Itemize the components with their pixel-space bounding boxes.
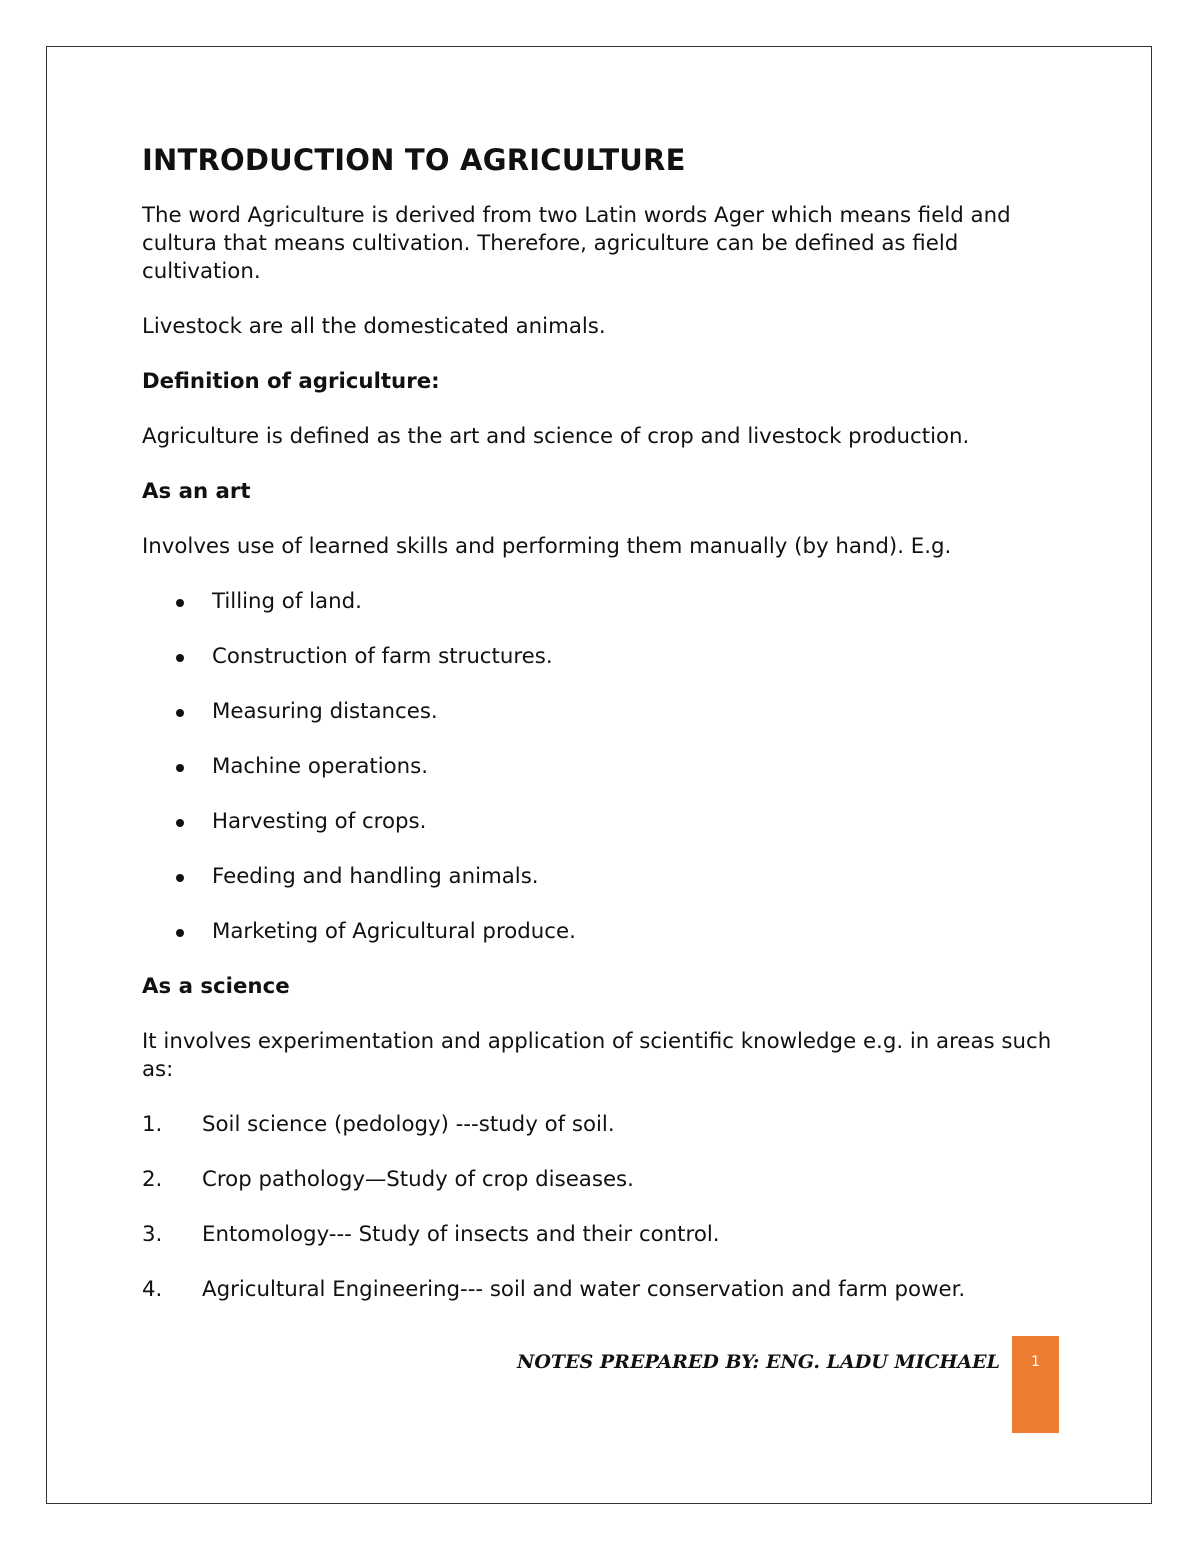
definition-heading: Definition of agriculture:: [142, 369, 440, 394]
list-item: [142, 643, 1072, 671]
list-item: [142, 1276, 1072, 1304]
bullet-icon: [176, 654, 184, 662]
definition-text: Agriculture is defined as the art and science of crop and livestock production.: [142, 424, 970, 449]
list-item: [142, 808, 1072, 836]
list-item: [142, 1221, 1072, 1249]
list-item: [142, 1111, 1072, 1139]
list-item-text: Construction of farm structures.: [212, 644, 553, 669]
art-bullet-list: [142, 588, 1072, 946]
list-item-text: Machine operations.: [212, 754, 429, 779]
science-heading: As a science: [142, 974, 290, 999]
list-item-text: Soil science (pedology) ---study of soil.: [202, 1112, 615, 1137]
bullet-icon: [176, 764, 184, 772]
bullet-icon: [176, 599, 184, 607]
list-item-text: Crop pathology—Study of crop diseases.: [202, 1167, 634, 1192]
list-item: [142, 753, 1072, 781]
list-item: [142, 588, 1072, 616]
footer-author-note: NOTES PREPARED BY: ENG. LADU MICHAEL: [517, 1351, 1000, 1373]
bullet-icon: [176, 929, 184, 937]
science-numbered-list: [142, 1111, 1072, 1304]
list-item: [142, 1166, 1072, 1194]
livestock-paragraph: Livestock are all the domesticated animals.: [142, 314, 606, 339]
page-title: INTRODUCTION TO AGRICULTURE: [142, 143, 686, 177]
list-number: 2.: [142, 1167, 163, 1192]
page-number-tab: [1012, 1336, 1059, 1433]
list-item-text: Measuring distances.: [212, 699, 438, 724]
list-number: 1.: [142, 1112, 163, 1137]
list-item-text: Agricultural Engineering--- soil and water conservation and farm power.: [202, 1277, 966, 1302]
bullet-icon: [176, 819, 184, 827]
list-item-text: Entomology--- Study of insects and their control.: [202, 1222, 720, 1247]
list-item-text: Tilling of land.: [212, 589, 362, 614]
list-item-text: Harvesting of crops.: [212, 809, 427, 834]
art-text: Involves use of learned skills and performing them manually (by hand). E.g.: [142, 534, 952, 559]
list-number: 3.: [142, 1222, 163, 1247]
list-item: [142, 863, 1072, 891]
bullet-icon: [176, 709, 184, 717]
list-item: [142, 698, 1072, 726]
document-body: [142, 140, 1072, 1331]
list-item: [142, 918, 1072, 946]
list-item-text: Marketing of Agricultural produce.: [212, 919, 576, 944]
science-text: It involves experimentation and application of scientific knowledge e.g. in areas such as:: [142, 1029, 1052, 1082]
intro-paragraph: The word Agriculture is derived from two Latin words Ager which means field and cultura that means cultivation. Therefore, agriculture can be defined as field cultivation.: [142, 203, 1011, 284]
list-item-text: Feeding and handling animals.: [212, 864, 539, 889]
list-number: 4.: [142, 1277, 163, 1302]
page-number: 1: [1031, 1354, 1040, 1370]
art-heading: As an art: [142, 479, 251, 504]
bullet-icon: [176, 874, 184, 882]
